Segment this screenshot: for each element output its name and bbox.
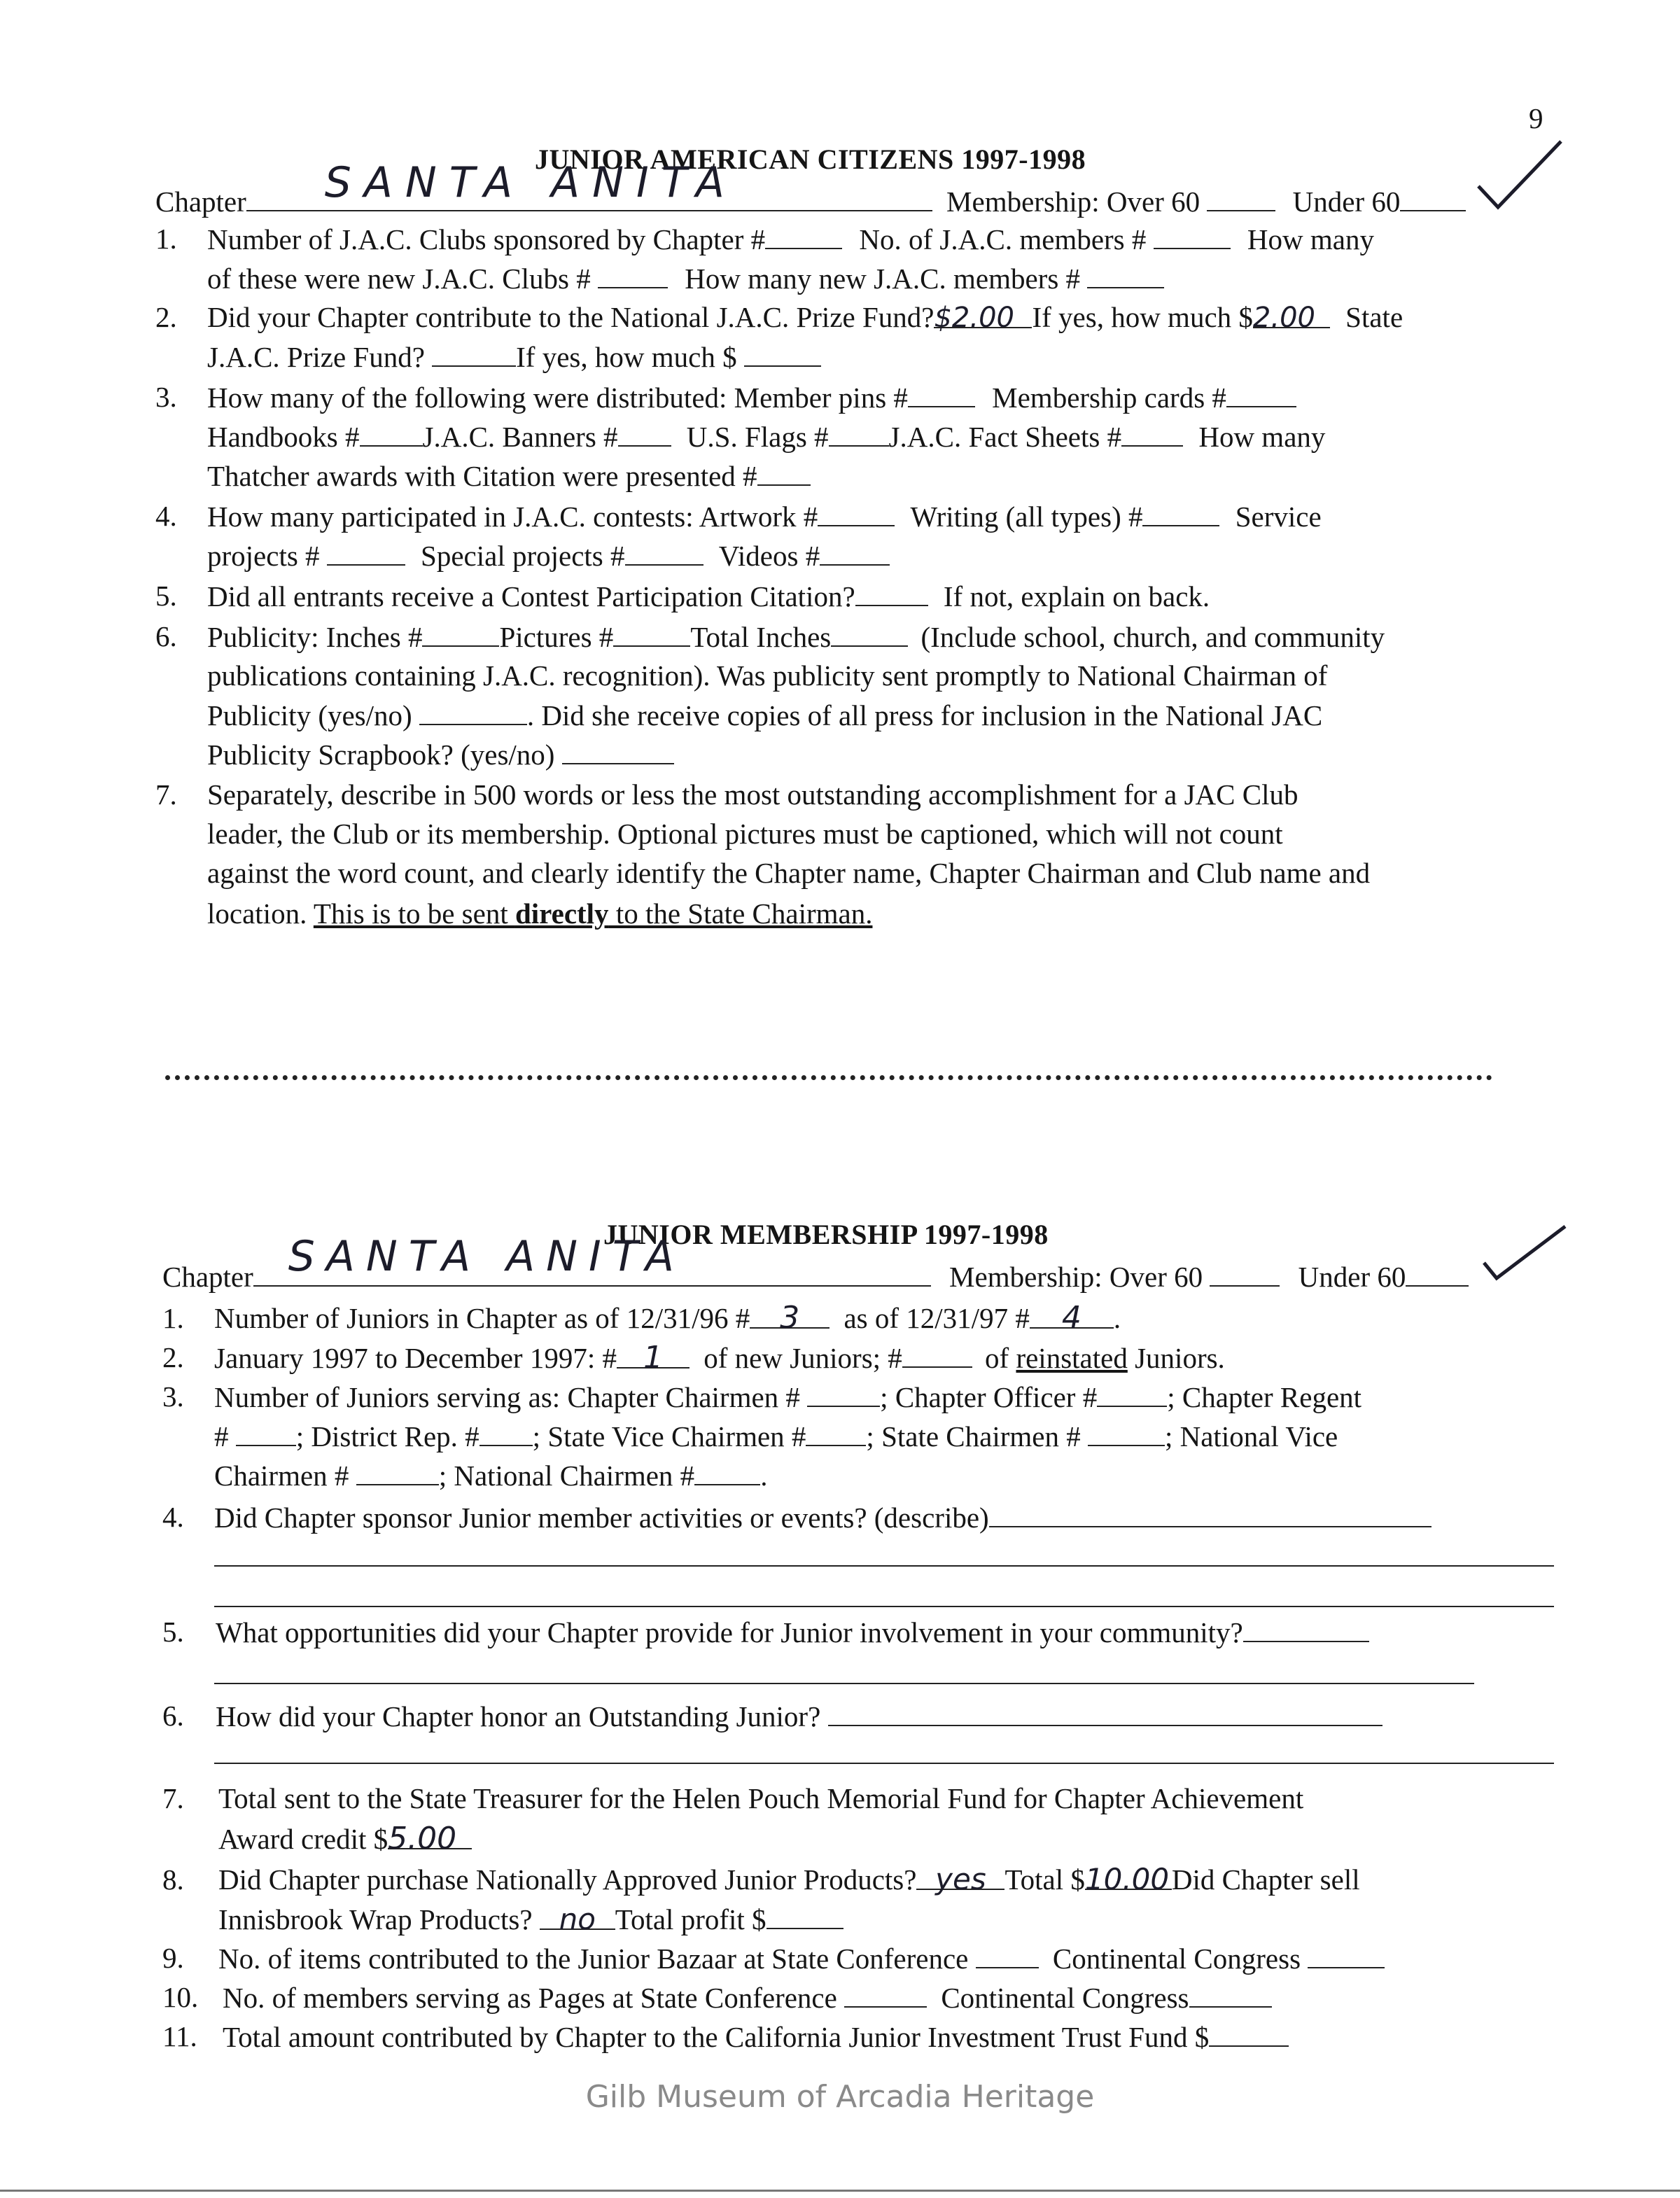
- juniors-1996-count: 3: [750, 1302, 830, 1329]
- products-purchased-answer: yes: [916, 1863, 1004, 1890]
- chapter-value: SANTA ANITA: [324, 158, 737, 207]
- chapter-label: Chapter: [162, 1261, 253, 1293]
- jm-q8-line2: Innisbrook Wrap Products? no Total profit $: [218, 1903, 844, 1935]
- jm-q8-line1: Did Chapter purchase Nationally Approved Junior Products? yes Total $10.00Did Chapter sell: [218, 1862, 1360, 1896]
- checkmark-icon: [1474, 137, 1565, 214]
- membership-over-label: Membership: Over 60: [946, 186, 1200, 218]
- jac-q2-number: 2.: [155, 301, 177, 333]
- juniors-1997-count: 4: [1030, 1302, 1114, 1329]
- jac-q6-line3: Publicity (yes/no) . Did she receive copies of all press for inclusion in the National JAC: [207, 699, 1323, 732]
- membership-over-label: Membership: Over 60: [949, 1261, 1203, 1293]
- new-juniors-count: 1: [617, 1342, 690, 1368]
- jm-q3-line1: Number of Juniors serving as: Chapter Chairmen # ; Chapter Officer # ; Chapter Regent: [214, 1381, 1362, 1413]
- jm-q6-answer-line: [214, 1763, 1554, 1764]
- jac-q3-number: 3.: [155, 381, 177, 413]
- jm-q4-answer-line: [214, 1565, 1554, 1567]
- jm-q6-line: How did your Chapter honor an Outstanding Junior?: [216, 1700, 1382, 1732]
- membership-over-field: [1207, 185, 1275, 211]
- jm-q5-number: 5.: [162, 1616, 184, 1648]
- jac-q4-line1: How many participated in J.A.C. contests: Artwork # Writing (all types) # Service: [207, 500, 1322, 533]
- museum-watermark: Gilb Museum of Arcadia Heritage: [585, 2079, 1095, 2115]
- national-prize-amount: 2.00: [1253, 302, 1330, 328]
- jm-q11-line: Total amount contributed by Chapter to the California Junior Investment Trust Fund $: [223, 2020, 1289, 2053]
- scan-edge: [0, 2190, 1680, 2192]
- membership-under-label: Under 60: [1292, 186, 1401, 218]
- jm-q1-number: 1.: [162, 1302, 184, 1334]
- jac-title: JUNIOR AMERICAN CITIZENS 1997-1998: [535, 144, 1086, 175]
- jac-q3-line2: Handbooks # J.A.C. Banners # U.S. Flags # J.A.C. Fact Sheets # How many: [207, 421, 1326, 453]
- jm-q7-line1: Total sent to the State Treasurer for the Helen Pouch Memorial Fund for Chapter Achievement: [218, 1782, 1304, 1814]
- jm-q2-line: January 1997 to December 1997: # 1 of new Juniors; # of reinstated Juniors.: [214, 1340, 1225, 1376]
- jac-q7-line2: leader, the Club or its membership. Optional pictures must be captioned, which will not count: [207, 818, 1283, 850]
- jac-q7-line1: Separately, describe in 500 words or less the most outstanding accomplishment for a JAC Club: [207, 778, 1298, 811]
- products-total: 10.00: [1085, 1863, 1172, 1890]
- membership-under-field: [1406, 1260, 1469, 1287]
- jac-q6-number: 6.: [155, 620, 177, 652]
- checkmark-icon: [1478, 1222, 1569, 1285]
- national-prize-answer: $2.00: [934, 302, 1032, 328]
- jac-q7-line3: against the word count, and clearly identify the Chapter name, Chapter Chairman and Club name and: [207, 857, 1371, 889]
- page-number: 9: [1529, 102, 1544, 134]
- jm-title: JUNIOR MEMBERSHIP 1997-1998: [603, 1219, 1049, 1250]
- jac-q7-number: 7.: [155, 778, 177, 811]
- chapter-field: [246, 158, 932, 211]
- jm-q3-line2: # ; District Rep. # ; State Vice Chairmen # ; State Chairmen # ; National Vice: [214, 1420, 1338, 1452]
- jm-q8-number: 8.: [162, 1863, 184, 1896]
- jac-q2-line2: J.A.C. Prize Fund? If yes, how much $: [207, 340, 821, 373]
- jac-q1-number: 1.: [155, 223, 177, 255]
- jm-q3-number: 3.: [162, 1380, 184, 1413]
- jac-q6-line2: publications containing J.A.C. recognition). Was publicity sent promptly to National Chairman of: [207, 659, 1328, 692]
- innisbrook-answer: no: [540, 1903, 615, 1930]
- jac-q3-line1: How many of the following were distributed: Member pins # Membership cards #: [207, 381, 1296, 414]
- jm-q4-line: Did Chapter sponsor Junior member activities or events? (describe): [214, 1501, 1432, 1534]
- award-credit-amount: 5.00: [388, 1823, 472, 1849]
- section-divider: [165, 1075, 1492, 1080]
- jm-q5-line: What opportunities did your Chapter provide for Junior involvement in your community?: [216, 1616, 1369, 1648]
- jac-q3-line3: Thatcher awards with Citation were presented #: [207, 459, 811, 492]
- chapter-value: SANTA ANITA: [288, 1232, 685, 1281]
- jm-q11-number: 11.: [162, 2020, 197, 2052]
- jm-q10-line: No. of members serving as Pages at State Conference Continental Congress: [223, 1981, 1272, 2014]
- jac-q1-line2: of these were new J.A.C. Clubs # How many new J.A.C. members #: [207, 262, 1164, 295]
- jac-q2-line1: Did your Chapter contribute to the National J.A.C. Prize Fund?$2.00 If yes, how much $2.00 State: [207, 301, 1404, 334]
- jac-q6-line1: Publicity: Inches # Pictures # Total Inches (Include school, church, and community: [207, 621, 1385, 653]
- jac-q5-number: 5.: [155, 580, 177, 612]
- membership-over-field: [1210, 1260, 1280, 1287]
- jm-q4-answer-line: [214, 1606, 1554, 1607]
- jm-q7-number: 7.: [162, 1782, 184, 1814]
- jac-q1-line1: Number of J.A.C. Clubs sponsored by Chapter # No. of J.A.C. members # How many: [207, 223, 1374, 255]
- jm-q4-number: 4.: [162, 1501, 184, 1533]
- jm-q3-line3: Chairmen # ; National Chairmen # .: [214, 1460, 768, 1492]
- membership-under-label: Under 60: [1298, 1261, 1406, 1293]
- jm-q10-number: 10.: [162, 1981, 199, 2013]
- chapter-label: Chapter: [155, 186, 246, 218]
- jm-q5-answer-line: [214, 1683, 1474, 1684]
- membership-under-field: [1400, 185, 1466, 211]
- jac-q4-line2: projects # Special projects # Videos #: [207, 539, 890, 572]
- jm-q9-line: No. of items contributed to the Junior Bazaar at State Conference Continental Congress: [218, 1942, 1385, 1975]
- jac-q4-number: 4.: [155, 500, 177, 532]
- jm-q9-number: 9.: [162, 1942, 184, 1974]
- jm-q6-number: 6.: [162, 1700, 184, 1732]
- jm-q1-line: Number of Juniors in Chapter as of 12/31/96 # 3 as of 12/31/97 # 4 .: [214, 1300, 1121, 1336]
- jm-q2-number: 2.: [162, 1341, 184, 1373]
- jac-q5-line: Did all entrants receive a Contest Participation Citation? If not, explain on back.: [207, 580, 1210, 612]
- jm-q7-line2: Award credit $5.00: [218, 1823, 472, 1855]
- jac-q6-line4: Publicity Scrapbook? (yes/no): [207, 738, 674, 771]
- chapter-field: [253, 1232, 931, 1287]
- jac-q7-line4: location. This is to be sent directly to the State Chairman.: [207, 897, 873, 930]
